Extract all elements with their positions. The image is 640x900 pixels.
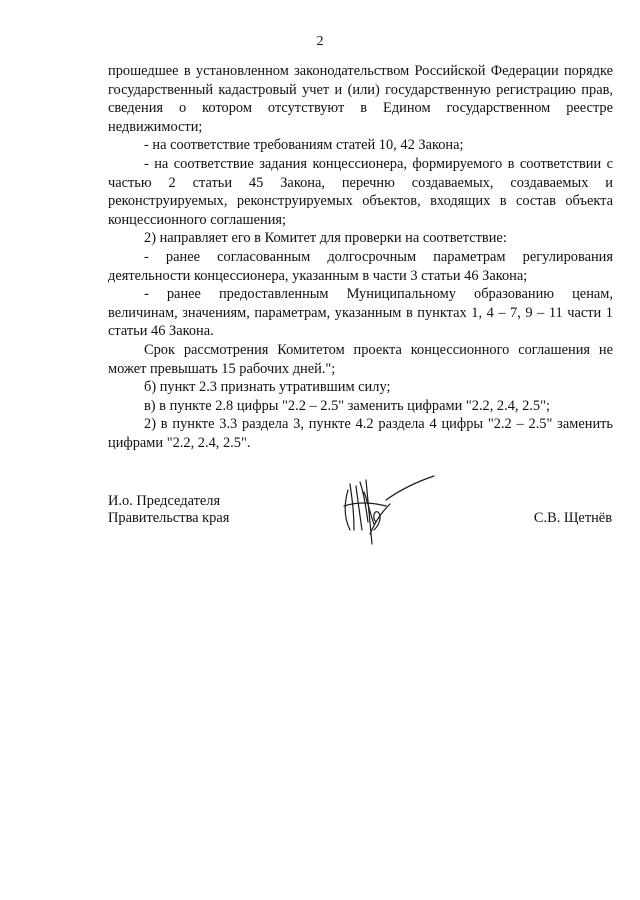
signatory-position-line: Правительства края: [108, 510, 230, 526]
paragraph: 2) направляет его в Комитет для проверки на соответствие:: [144, 230, 507, 247]
paragraph: в) в пункте 2.8 цифры "2.2 – 2.5" заменить цифрами "2.2, 2.4, 2.5";: [144, 397, 550, 414]
paragraph: прошедшее в установленном законодательством Российской Федерации порядке государственный кадастровый учет и (или) государственную регистрацию прав, сведения о котором отсутствуют в Едином государственном реестре недвижимости;: [108, 63, 613, 135]
paragraph: - на соответствие требованиям статей 10, 42 Закона;: [144, 137, 464, 154]
paragraph: Срок рассмотрения Комитетом проекта концессионного соглашения не может превышать 15 рабочих дней.";: [108, 341, 613, 377]
paragraph: - ранее предоставленным Муниципальному образованию ценам, величинам, значениям, параметрам, указанным в пунктах 1, 4 – 7, 9 – 11 части 1 статьи 46 Закона.: [108, 286, 613, 340]
paragraph: б) пункт 2.3 признать утратившим силу;: [144, 379, 391, 396]
handwritten-signature: [330, 472, 440, 552]
signatory-position: [108, 493, 229, 527]
signatory-position-line: И.о. Председателя: [108, 493, 221, 509]
document-body: [108, 62, 613, 452]
signatory-name: С.В. Щетнёв: [533, 510, 612, 526]
page-number: 2: [316, 34, 324, 49]
paragraph: 2) в пункте 3.3 раздела 3, пункте 4.2 раздела 4 цифры "2.2 – 2.5" заменить цифрами "2.2, 2.4, 2.5".: [108, 416, 613, 451]
paragraph: - на соответствие задания концессионера, формируемого в соответствии с частью 2 статьи 45 Закона, перечню создаваемых, создаваемых и реконструируемых, реконструируемых объектов, входящих в состав объекта концессионного соглашения;: [108, 155, 613, 228]
paragraph: - ранее согласованным долгосрочным параметрам регулирования деятельности концессионера, указанным в части 3 статьи 46 Закона;: [108, 248, 613, 284]
